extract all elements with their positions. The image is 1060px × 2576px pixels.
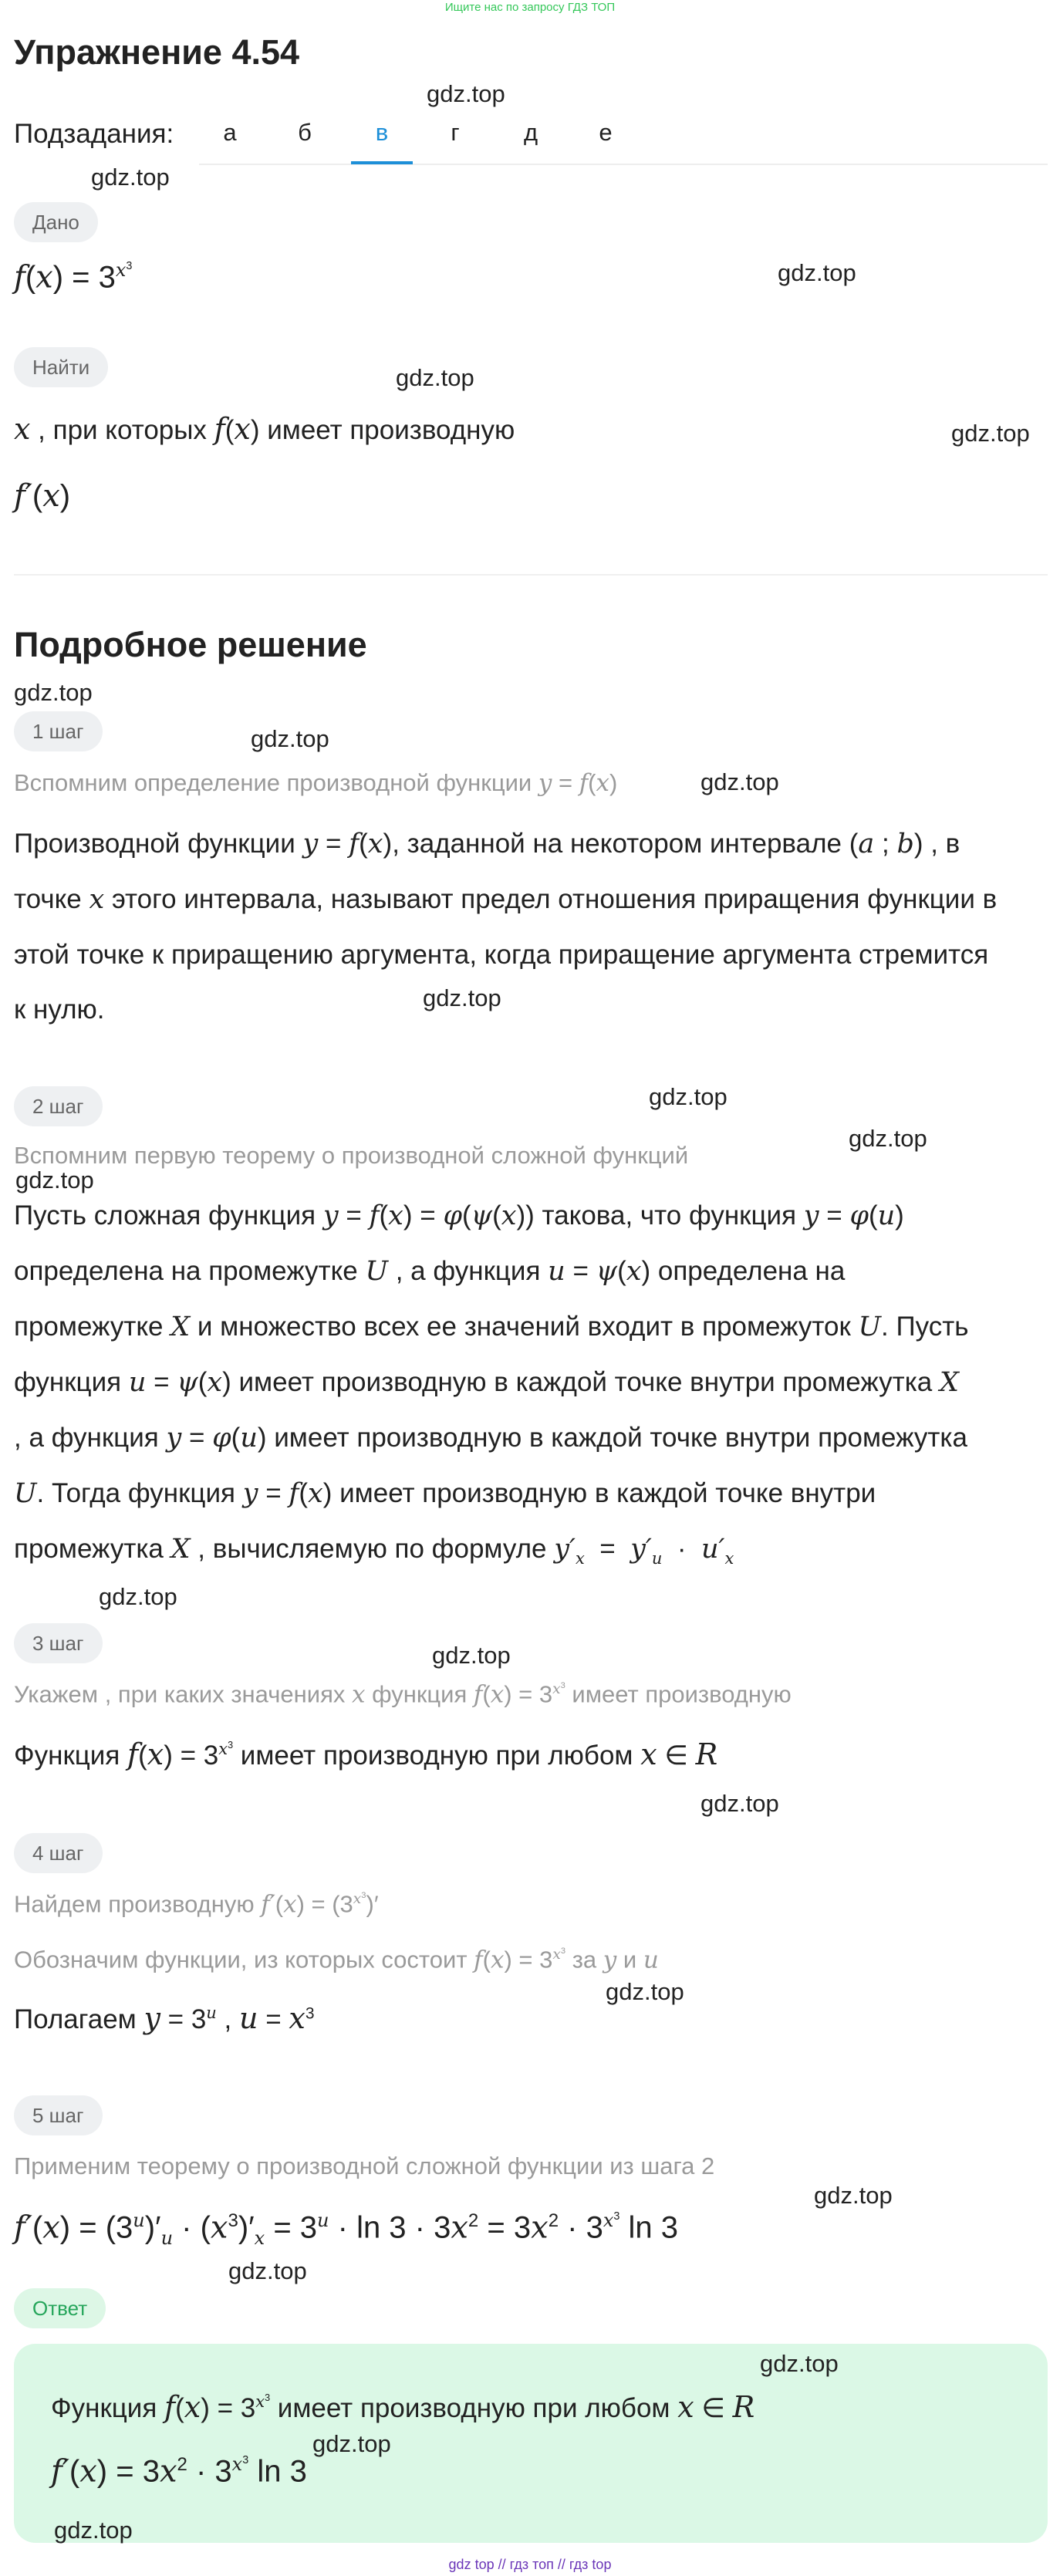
solution-title: Подробное решение (14, 625, 367, 664)
watermark: gdz.top (15, 1166, 94, 1193)
step-3-text: Функция $f(x) = 3^{x^3}$ имеет производную при любом x ∈ R (14, 1737, 718, 1771)
step-4-hint: Найдем производную $f'(x) = (3^{x^3})'$ (14, 1890, 379, 1919)
active-tab-indicator (351, 161, 413, 164)
tab-a[interactable]: а (223, 119, 237, 146)
tabs-divider (199, 164, 1048, 165)
watermark: gdz.top (432, 1642, 511, 1669)
tab-v[interactable]: в (375, 119, 389, 146)
watermark: gdz.top (700, 1790, 779, 1817)
answer-badge: Ответ (14, 2288, 106, 2328)
answer-box (14, 2344, 1048, 2543)
step-3-badge: 3 шаг (14, 1623, 103, 1663)
watermark: gdz.top (99, 1583, 177, 1610)
page-title: Упражнение 4.54 (14, 32, 300, 72)
watermark: gdz.top (396, 364, 474, 391)
step-1-badge: 1 шаг (14, 711, 103, 751)
watermark: gdz.top (814, 2182, 893, 2209)
step-1-definition: Производной функции y = f(x), заданной на некотором интервале (a ; b) , в точке x этого интервала, называют предел отношения приращения функции в этой точке к приращению аргумента, когда приращение аргумента стремится к нулю. (14, 829, 998, 1025)
watermark: gdz.top (427, 80, 505, 107)
step-2-badge: 2 шаг (14, 1086, 103, 1126)
tab-e[interactable]: е (599, 119, 613, 146)
watermark: gdz.top (951, 420, 1030, 447)
subtasks-label: Подзадания: (14, 119, 174, 149)
step-3-hint: Укажем , при каких значениях x функция $f(x) = 3^{x^3}$ имеет производную (14, 1680, 792, 1709)
watermark: gdz.top (54, 2517, 133, 2544)
watermark: gdz.top (312, 2430, 391, 2457)
watermark: gdz.top (760, 2350, 839, 2377)
watermark: gdz.top (423, 984, 501, 1011)
watermark: gdz.top (606, 1978, 684, 2005)
step-1-hint: Вспомним определение производной функции y = f(x) (14, 769, 618, 797)
step-2-hint: Вспомним первую теорему о производной сложной функций (14, 1142, 689, 1169)
top-search-link[interactable]: Ищите нас по запросу ГДЗ ТОП (444, 1, 616, 14)
step-4-badge: 4 шаг (14, 1833, 103, 1873)
answer-text: Функция $f(x) = 3^{x^3}$ имеет производную при любом x ∈ R (51, 2390, 755, 2424)
step-5-formula: $f'(x) = (3^u)'_u \cdot (x^3)'_x = 3^u \cdot \ln 3 \cdot 3x^2 = 3x^2 \cdot 3^{x^3}$ ln 3 (14, 2210, 679, 2250)
watermark: gdz.top (251, 725, 329, 752)
step-4-hint-2: Обозначим функции, из которых состоит $f(x) = 3^{x^3}$ за y и u (14, 1946, 659, 1974)
given-formula: $f(x) = 3^{x^3}$ (14, 259, 133, 295)
find-text: x , при которых f(x) имеет производную (14, 412, 515, 446)
watermark: gdz.top (778, 259, 856, 286)
given-badge: Дано (14, 202, 98, 242)
section-divider (14, 574, 1048, 576)
watermark: gdz.top (849, 1125, 927, 1152)
watermark: gdz.top (649, 1083, 727, 1110)
watermark: gdz.top (91, 164, 170, 191)
footer-links[interactable]: gdz top // гдз топ // гдз top (448, 2557, 612, 2572)
step-2-theorem: Пусть сложная функция y = f(x) = φ(ψ(x)) такова, что функция y = φ(u) определена на промежутке U , а функция u = ψ(x) определена на промежутке X и множество всех ее значений входит в промежуток U. Пусть функция u = ψ(x) имеет производную в каждой точке внутри промежутка X , а функция y = φ(u) имеет производную в каждой точке внутри промежутка U. Тогда функция y = f(x) имеет производную в каждой точке внутри промежутка X , вычисляемую по формуле $y'_x = y'_u \cdot u'_x$ (14, 1200, 969, 1568)
tab-g[interactable]: г (451, 119, 460, 146)
tab-d[interactable]: д (523, 119, 538, 146)
watermark: gdz.top (700, 768, 779, 795)
step-4-text: Полагаем $y = 3^u$ , $u = x^3$ (14, 2001, 315, 2035)
find-formula: f′(x) (14, 478, 71, 514)
step-5-badge: 5 шаг (14, 2095, 103, 2135)
watermark: gdz.top (228, 2257, 307, 2284)
find-badge: Найти (14, 347, 108, 387)
tab-b[interactable]: б (298, 119, 312, 146)
step-5-hint: Применим теорему о производной сложной функции из шага 2 (14, 2152, 715, 2179)
watermark: gdz.top (14, 679, 93, 706)
answer-formula: $f'(x) = 3x^2 \cdot 3^{x^3}$ ln 3 (51, 2453, 307, 2490)
